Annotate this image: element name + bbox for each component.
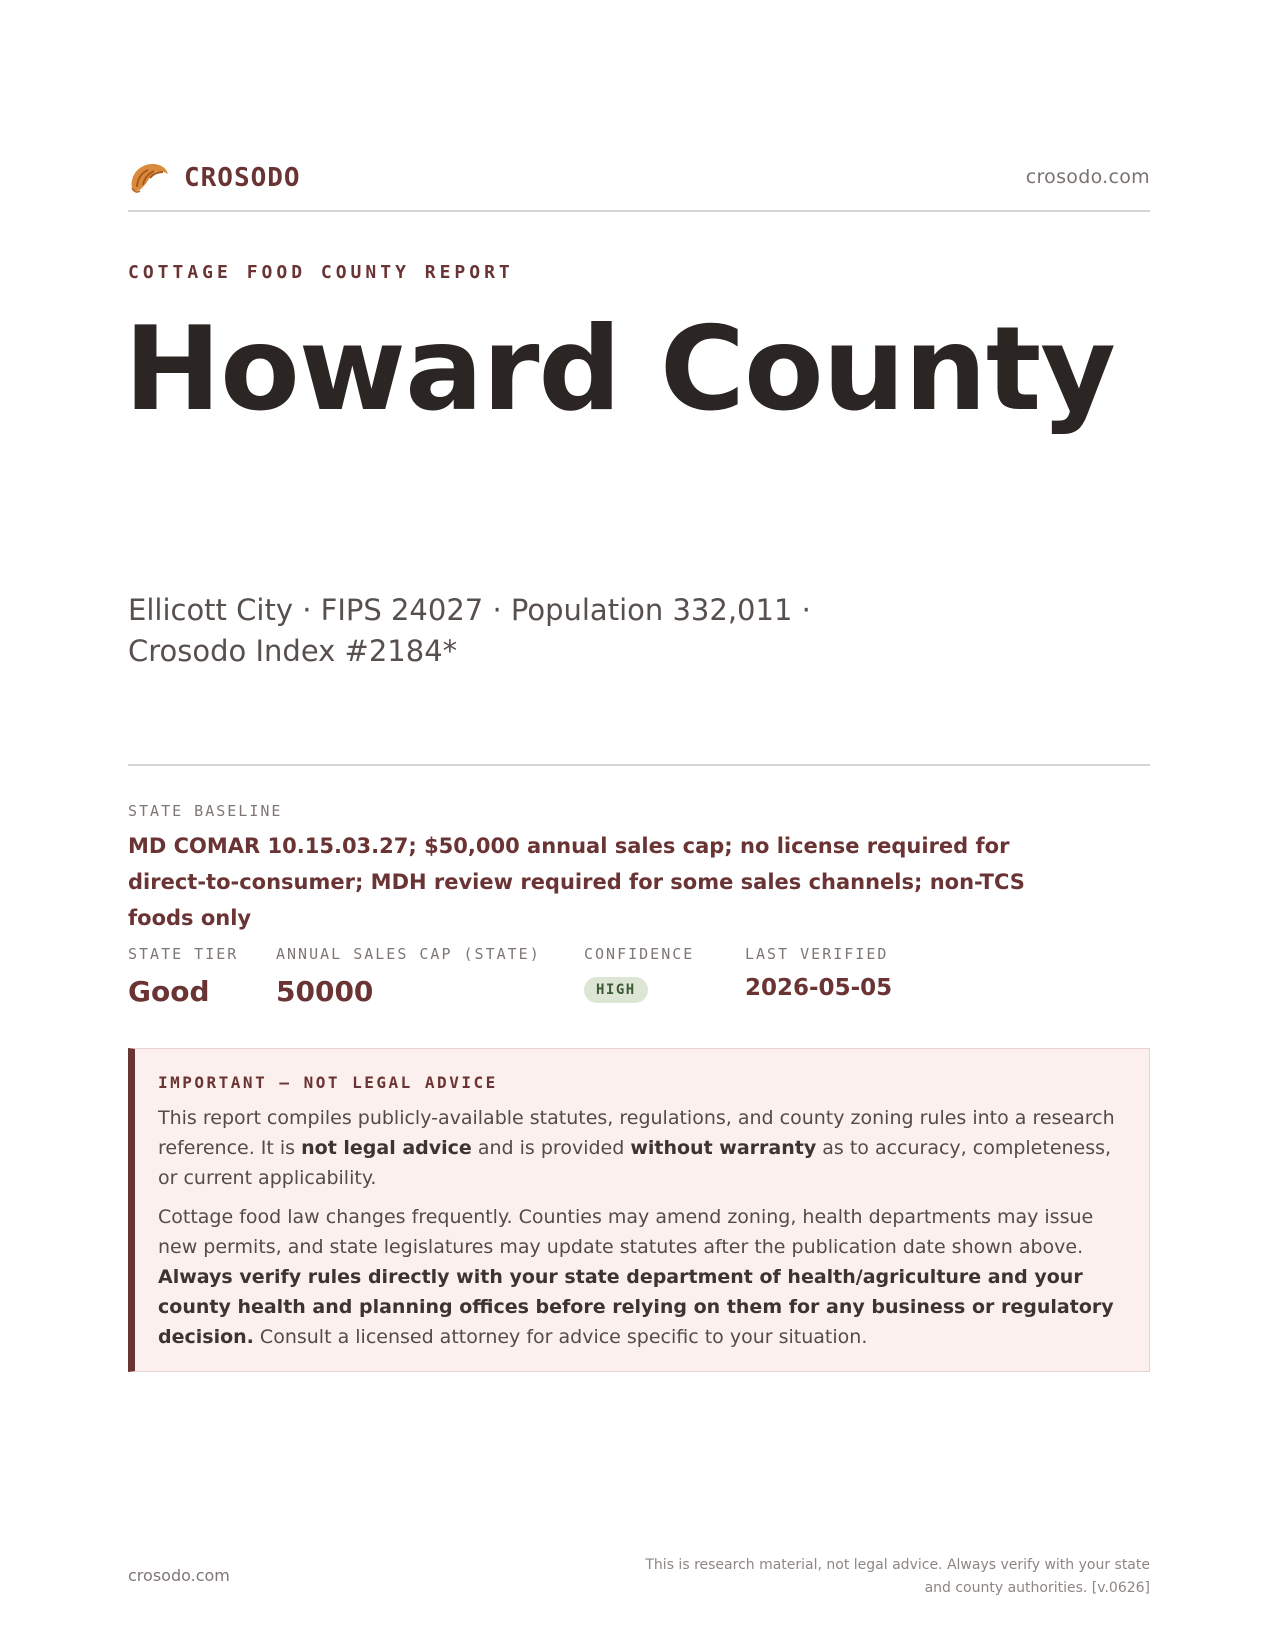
croissant-icon [128,158,170,198]
stat-value: 50000 [276,975,374,1008]
stat-label: LAST VERIFIED [745,945,889,963]
footer-disclaimer: This is research material, not legal advice. Always verify with your state and county authorities. [v.0626] [645,1557,1150,1596]
page-subtitle: Ellicott City · FIPS 24027 · Population 332,011 · Crosodo Index #2184* [128,593,811,668]
stats-row [128,945,1150,1015]
page-header [128,158,1150,198]
brand-logo[interactable] [128,158,301,198]
baseline-text: MD COMAR 10.15.03.27; $50,000 annual sales cap; no license required for direct-to-consumer; MDH review required for some sales channels; non-TCS foods only [128,834,1025,930]
notice-text: and is provided [471,1137,631,1159]
baseline-label: STATE BASELINE [128,802,283,820]
notice-paragraph [158,1103,1128,1193]
section-divider [128,764,1150,766]
notice-emphasis: not legal advice [301,1137,472,1159]
header-divider [128,210,1150,212]
notice-text: Cottage food law changes frequently. Counties may amend zoning, health departments may issue new permits, and state legislatures may update statutes after the publication date shown above. [158,1206,1094,1258]
notice-text: Consult a licensed attorney for advice specific to your situation. [253,1326,868,1348]
report-page [124,0,1150,1650]
page-title: Howard County [124,302,1115,437]
stat-last-verified [745,945,892,1001]
confidence-badge: HIGH [584,977,648,1003]
stat-state-tier [128,945,238,1008]
stat-label: ANNUAL SALES CAP (STATE) [276,945,541,963]
report-eyebrow: COTTAGE FOOD COUNTY REPORT [128,262,514,283]
notice-title: IMPORTANT — NOT LEGAL ADVICE [158,1073,498,1092]
notice-text: This report compiles publicly-available statutes, regulations, and county zoning rules into a research reference. It is [158,1107,1115,1159]
notice-emphasis: Always verify rules directly with your state department of health/agriculture and your county health and planning offices before relying on them for any business or regulatory decision. [158,1266,1114,1348]
stat-label: STATE TIER [128,945,239,963]
footer-url-link[interactable]: crosodo.com [128,1566,230,1585]
stat-annual-sales-cap [276,945,541,1008]
notice-paragraph [158,1202,1128,1352]
brand-name: CROSODO [184,163,301,193]
notice-text: as to accuracy, completeness, or current applicability. [158,1137,1112,1189]
stat-value: Good [128,975,210,1008]
stat-label: CONFIDENCE [584,945,695,963]
stat-value: 2026-05-05 [745,975,893,1001]
notice-emphasis: without warranty [630,1137,817,1159]
header-url-link[interactable]: crosodo.com [1025,166,1150,188]
legal-notice-box [128,1048,1150,1372]
stat-confidence [584,945,694,1003]
